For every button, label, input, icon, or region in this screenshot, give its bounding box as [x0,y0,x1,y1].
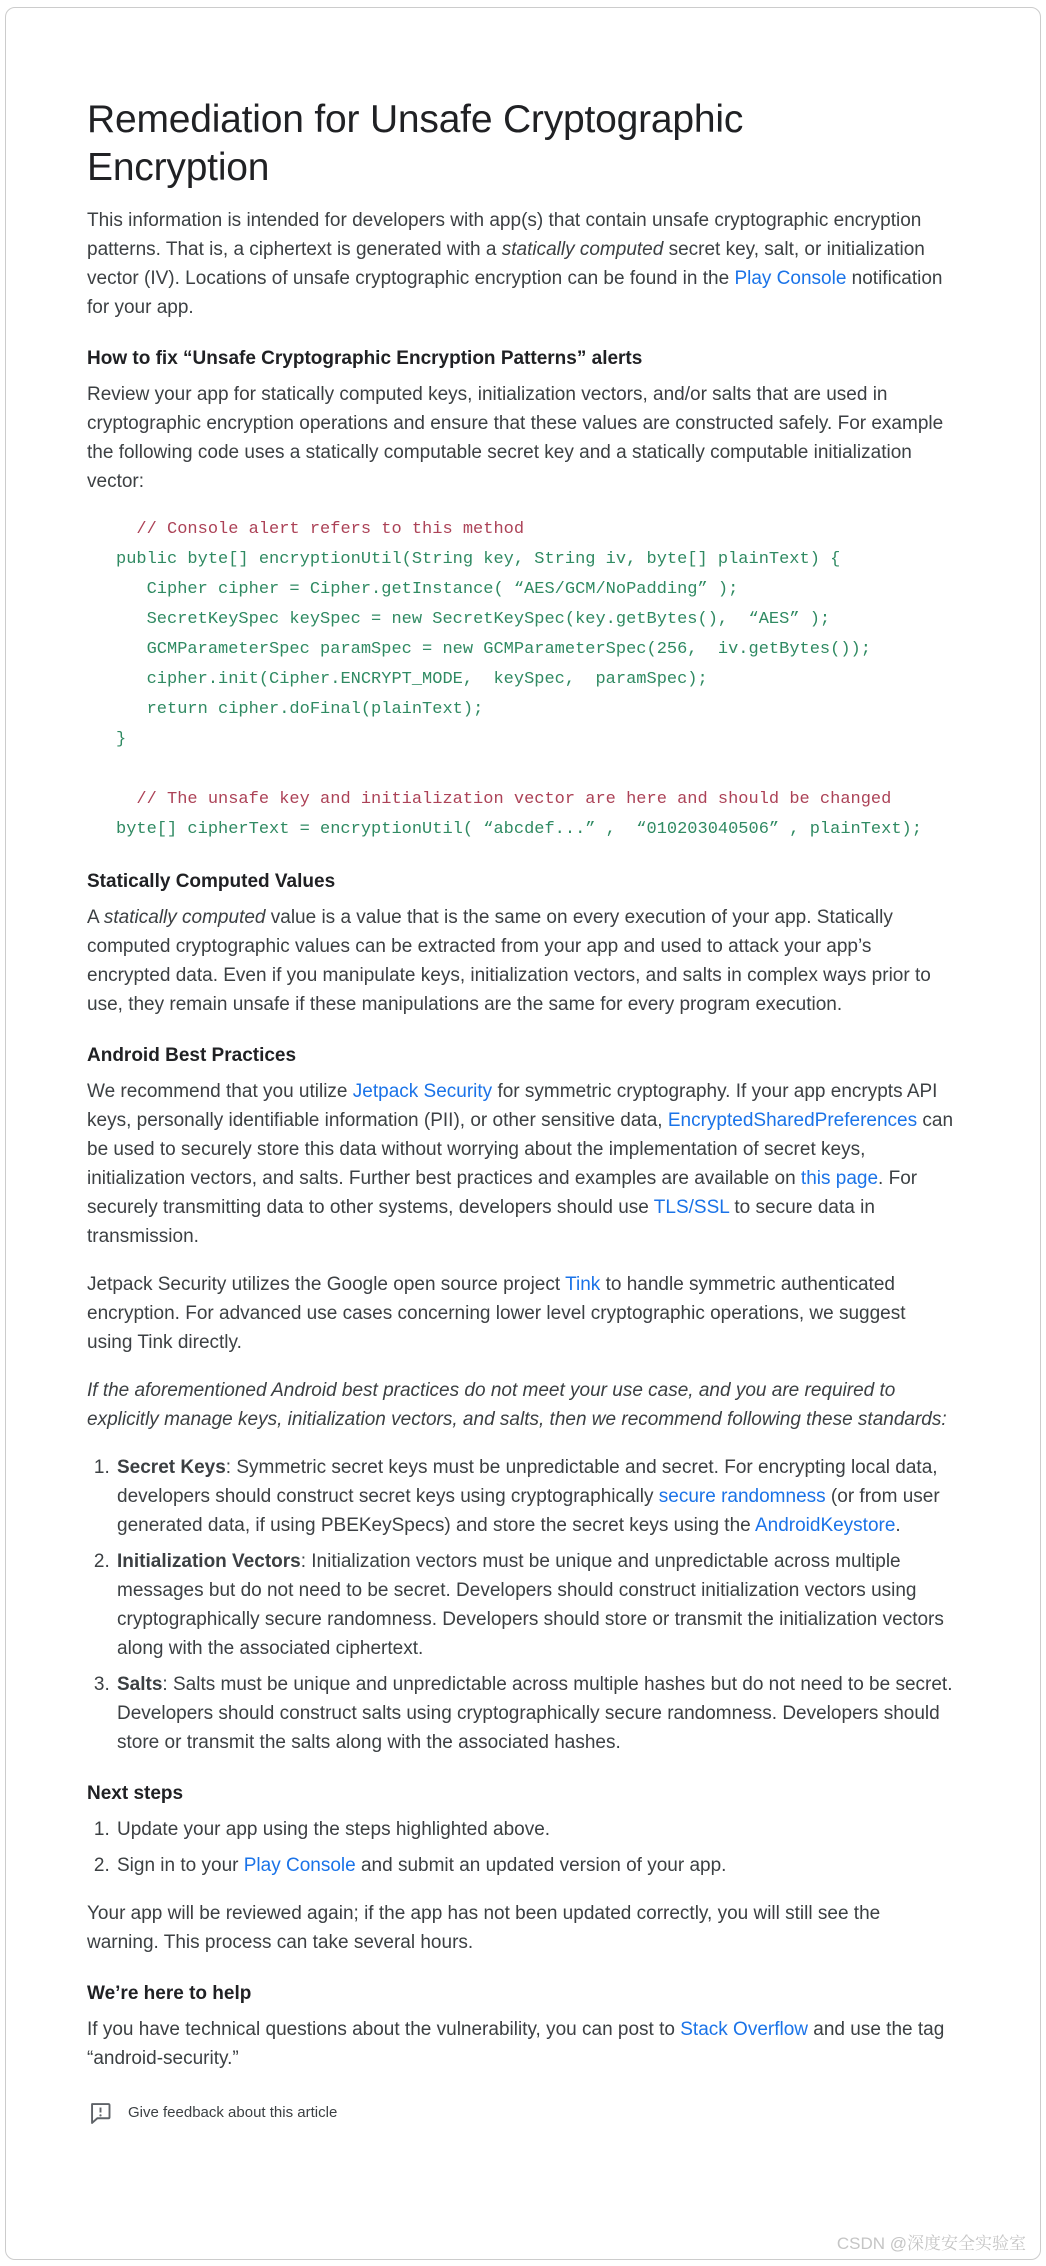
section-heading: We’re here to help [87,1983,252,2004]
section-heading: How to fix “Unsafe Cryptographic Encryption Patterns” alerts [87,348,643,369]
text-run: Salts [117,1674,163,1695]
code-line: } [116,730,127,749]
link-androidkeystore[interactable]: AndroidKeystore [754,1515,896,1536]
list-item [115,1453,955,1540]
text-run: and use the tag “android-security.” [87,2019,945,2069]
text-run: : Symmetric secret keys must be unpredictable and secret. For encrypting local data, developers should construct secret keys using cryptographically [117,1457,938,1507]
code-comment-line: // Console alert refers to this method [116,520,525,539]
text-run: A [87,907,104,928]
text-run: value is a value that is the same on every execution of your app. Statically computed cryptographic values can be extracted from your app and used to attack your app’s encrypted data. Even if you manipulate keys, initialization vectors, and salts in complex ways prior to use, they remain unsafe if these manipulations are the same for every program execution. [87,907,931,1015]
text-run: If you have technical questions about the vulnerability, you can post to [87,2019,681,2040]
article-title: Remediation for Unsafe Cryptographic Encryption [87,98,744,189]
paragraph [87,1270,955,1357]
article-body [87,206,955,2073]
text-run: : Initialization vectors must be unique and unpredictable across multiple messages but do not need to be secret. Developers should construct initialization vectors using cryptographically secure randomness. Developers should store or transmit the initialization vectors along with the associated ciphertext. [117,1551,944,1659]
list-item [115,1670,955,1757]
link-this-page[interactable]: this page [800,1168,879,1189]
text-run: If the aforementioned Android best practices do not meet your use case, and you are required to explicitly manage keys, initialization vectors, and salts, then we recommend following these standards: [87,1380,947,1430]
text-run: Secret Keys [117,1457,226,1478]
text-run: This information is intended for developers with app(s) that contain unsafe cryptographic encryption patterns. That is, a ciphertext is generated with a [87,210,922,260]
article-card [5,7,1041,2260]
section-heading: Statically Computed Values [87,871,336,892]
code-line: Cipher cipher = Cipher.getInstance( “AES/GCM/NoPadding” ); [116,580,739,599]
code-line: cipher.init(Cipher.ENCRYPT_MODE, keySpec, paramSpec); [116,670,708,689]
text-run: statically computed [103,907,266,928]
watermark: CSDN @深度安全实验室 [836,2234,1026,2253]
text-run: Your app will be reviewed again; if the app has not been updated correctly, you will still see the warning. This process can take several hours. [87,1903,881,1953]
text-run: notification for your app. [87,268,943,318]
code-line: byte[] cipherText = encryptionUtil( “abcdef...” , “010203040506” , plainText); [116,820,922,839]
code-line [116,755,955,785]
numbered-list [87,1453,955,1757]
code-comment-line: // The unsafe key and initialization vector are here and should be changed [116,790,892,809]
text-run: Sign in to your [117,1855,244,1876]
link-encryptedsharedpreferences[interactable]: EncryptedSharedPreferences [667,1110,918,1131]
text-run: Initialization Vectors [117,1551,301,1572]
text-run: secret key, salt, or initialization vector (IV). Locations of unsafe cryptographic encryption can be found in the [87,239,925,289]
paragraph [87,380,955,496]
link-play-console[interactable]: Play Console [734,268,847,289]
section-heading: Next steps [87,1783,184,1804]
text-run: to secure data in transmission. [87,1197,875,1247]
code-line: SecretKeySpec keySpec = new SecretKeySpec(key.getBytes(), “AES” ); [116,610,831,629]
code-line: return cipher.doFinal(plainText); [116,700,484,719]
link-play-console[interactable]: Play Console [243,1855,356,1876]
text-run: Jetpack Security utilizes the Google open source project [87,1274,566,1295]
text-run: Review your app for statically computed keys, initialization vectors, and/or salts that are used in cryptographic encryption operations and ensure that these values are constructed safely. For example the following code uses a statically computable secret key and a statically computable initialization vector: [87,384,944,492]
text-run: . [895,1515,901,1536]
text-run: : Salts must be unique and unpredictable across multiple hashes but do not need to be secret. Developers should construct salts using cryptographically secure randomness. Developers should store or transmit the salts along with the associated hashes. [117,1674,953,1753]
paragraph [87,2015,955,2073]
link-secure-randomness[interactable]: secure randomness [658,1486,826,1507]
section-heading: Android Best Practices [87,1045,297,1066]
link-stack-overflow[interactable]: Stack Overflow [680,2019,809,2040]
feedback-button[interactable] [87,2099,337,2126]
link-jetpack-security[interactable]: Jetpack Security [352,1081,493,1102]
paragraph [87,1899,955,1957]
list-item [115,1547,955,1663]
text-run: . For securely transmitting data to other systems, developers should use [87,1168,918,1218]
text-run: for symmetric cryptography. If your app encrypts API keys, personally identifiable information (PII), or other sensitive data, [87,1081,938,1131]
code-line: public byte[] encryptionUtil(String key, String iv, byte[] plainText) { [116,550,841,569]
text-run: Update your app using the steps highlighted above. [117,1819,551,1840]
feedback-label: Give feedback about this article [128,2104,338,2121]
text-run: We recommend that you utilize [87,1081,353,1102]
list-item [115,1815,955,1844]
list-item [115,1851,955,1880]
code-line: GCMParameterSpec paramSpec = new GCMParameterSpec(256, iv.getBytes()); [116,640,871,659]
link-tls-ssl[interactable]: TLS/SSL [653,1197,730,1218]
text-run: (or from user generated data, if using PBEKeySpecs) and store the secret keys using the [117,1486,940,1536]
paragraph [87,1077,955,1251]
numbered-list [87,1815,955,1880]
text-run: to handle symmetric authenticated encryption. For advanced use cases concerning lower level cryptographic operations, we suggest using Tink directly. [87,1274,906,1353]
paragraph [87,903,955,1019]
code-block [87,515,955,845]
paragraph [87,206,955,322]
text-run: and submit an updated version of your app. [355,1855,727,1876]
text-run: can be used to securely store this data without worrying about the implementation of secret keys, initialization vectors, and salts. Further best practices and examples are available on [87,1110,954,1189]
link-tink[interactable]: Tink [565,1274,601,1295]
article-content [6,8,955,2126]
paragraph [87,1376,955,1434]
feedback-icon [87,2099,114,2126]
text-run: statically computed [501,239,664,260]
